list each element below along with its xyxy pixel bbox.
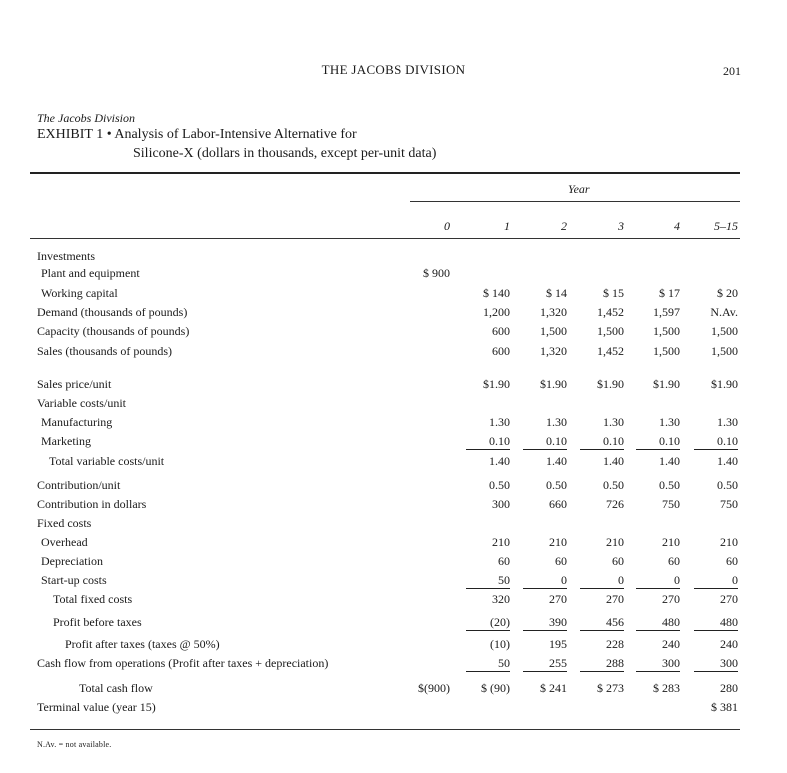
table-cell: (10) xyxy=(490,637,510,651)
row-label: Working capital xyxy=(41,286,118,300)
table-cell: 240 xyxy=(720,637,738,651)
table-cell: 240 xyxy=(662,637,680,651)
table-cell: 0.50 xyxy=(489,478,510,492)
exhibit-title-line-1: EXHIBIT 1 • Analysis of Labor-Intensive Alternative for xyxy=(37,127,357,142)
table-cell: 300 xyxy=(492,497,510,511)
row-label: Plant and equipment xyxy=(41,266,140,280)
table-cell: 726 xyxy=(606,497,624,511)
table-cell: 0 xyxy=(523,573,567,589)
table-cell: $ (90) xyxy=(481,681,510,695)
table-cell: 1,500 xyxy=(653,324,680,338)
row-label: Contribution in dollars xyxy=(37,497,147,511)
table-cell: 60 xyxy=(612,554,624,568)
table-cell: 660 xyxy=(549,497,567,511)
row-label: Investments xyxy=(37,249,95,263)
table-cell: 0.50 xyxy=(717,478,738,492)
row-label: Sales price/unit xyxy=(37,377,112,391)
table-cell: 0.10 xyxy=(636,434,680,450)
table-cell: $ 241 xyxy=(540,681,567,695)
table-cell: 60 xyxy=(668,554,680,568)
table-cell: $1.90 xyxy=(597,377,624,391)
table-cell: $ 15 xyxy=(603,286,624,300)
column-header: 5–15 xyxy=(714,219,738,233)
row-label: Profit before taxes xyxy=(53,615,142,629)
row-label: Marketing xyxy=(41,434,91,448)
row-label: Total variable costs/unit xyxy=(49,454,165,468)
table-cell: N.Av. xyxy=(710,305,738,319)
table-cell: $ 14 xyxy=(546,286,567,300)
table-cell: 300 xyxy=(694,656,738,672)
table-cell: 1.30 xyxy=(659,415,680,429)
table-top-rule xyxy=(30,172,740,174)
table-cell: 210 xyxy=(549,535,567,549)
table-cell: 390 xyxy=(523,615,567,631)
table-cell: 1.30 xyxy=(489,415,510,429)
table-cell: 195 xyxy=(549,637,567,651)
table-cell: 0 xyxy=(580,573,624,589)
column-header: 3 xyxy=(618,219,624,233)
table-cell: 270 xyxy=(606,592,624,606)
row-label: Terminal value (year 15) xyxy=(37,700,156,714)
table-cell: $ 381 xyxy=(711,700,738,714)
table-cell: 1.30 xyxy=(546,415,567,429)
table-cell: 456 xyxy=(580,615,624,631)
table-cell: 270 xyxy=(662,592,680,606)
table-cell: 480 xyxy=(694,615,738,631)
table-cell: $1.90 xyxy=(653,377,680,391)
row-label: Capacity (thousands of pounds) xyxy=(37,324,190,338)
table-cell: 1,500 xyxy=(711,324,738,338)
table-cell: 320 xyxy=(492,592,510,606)
year-span-rule xyxy=(410,201,740,202)
table-cell: 210 xyxy=(606,535,624,549)
row-label: Depreciation xyxy=(41,554,103,568)
table-cell: $(900) xyxy=(418,681,450,695)
table-cell: 50 xyxy=(466,573,510,589)
row-label: Cash flow from operations (Profit after taxes + depreciation) xyxy=(37,656,329,670)
row-label: Variable costs/unit xyxy=(37,396,126,410)
row-label: Contribution/unit xyxy=(37,478,121,492)
division-caption: The Jacobs Division xyxy=(37,111,135,125)
row-label: Fixed costs xyxy=(37,516,92,530)
table-cell: 0 xyxy=(694,573,738,589)
table-cell: 0.50 xyxy=(659,478,680,492)
table-cell: 280 xyxy=(720,681,738,695)
table-cell: 0.50 xyxy=(546,478,567,492)
table-cell: 750 xyxy=(662,497,680,511)
table-cell: 1,320 xyxy=(540,305,567,319)
table-cell: 1,500 xyxy=(711,344,738,358)
table-cell: 0.10 xyxy=(694,434,738,450)
exhibit-title-line-2: Silicone-X (dollars in thousands, except per-unit data) xyxy=(133,146,437,161)
table-cell: 270 xyxy=(720,592,738,606)
column-header: 4 xyxy=(674,219,680,233)
page-number: 201 xyxy=(723,64,741,78)
row-label: Demand (thousands of pounds) xyxy=(37,305,188,319)
table-cell: 210 xyxy=(662,535,680,549)
header-bottom-rule xyxy=(30,238,740,239)
table-cell: $ 140 xyxy=(483,286,510,300)
table-cell: 1.40 xyxy=(546,454,567,468)
table-cell: 1.30 xyxy=(603,415,624,429)
column-header: 2 xyxy=(561,219,567,233)
table-cell: 228 xyxy=(606,637,624,651)
table-cell: (20) xyxy=(466,615,510,631)
table-cell: 50 xyxy=(466,656,510,672)
table-cell: 0.10 xyxy=(580,434,624,450)
table-cell: 60 xyxy=(726,554,738,568)
table-cell: 480 xyxy=(636,615,680,631)
column-header: 0 xyxy=(444,219,450,233)
table-cell: 1,500 xyxy=(597,324,624,338)
table-cell: $ 283 xyxy=(653,681,680,695)
table-cell: 210 xyxy=(492,535,510,549)
row-label: Sales (thousands of pounds) xyxy=(37,344,172,358)
table-cell: 1,452 xyxy=(597,305,624,319)
table-cell: 0.10 xyxy=(523,434,567,450)
table-cell: 255 xyxy=(523,656,567,672)
row-label: Profit after taxes (taxes @ 50%) xyxy=(65,637,220,651)
year-column-group-label: Year xyxy=(568,182,590,196)
table-cell: 1,320 xyxy=(540,344,567,358)
table-cell: 1.40 xyxy=(603,454,624,468)
table-cell: $1.90 xyxy=(540,377,567,391)
table-cell: 60 xyxy=(498,554,510,568)
table-cell: 1.40 xyxy=(659,454,680,468)
table-cell: 1,200 xyxy=(483,305,510,319)
table-cell: 600 xyxy=(492,344,510,358)
table-cell: $ 900 xyxy=(423,266,450,280)
column-header: 1 xyxy=(504,219,510,233)
table-cell: 1.30 xyxy=(717,415,738,429)
table-cell: 0.10 xyxy=(466,434,510,450)
table-cell: $1.90 xyxy=(711,377,738,391)
table-cell: 600 xyxy=(492,324,510,338)
footnote: N.Av. = not available. xyxy=(37,740,112,749)
table-bottom-rule xyxy=(30,729,740,730)
table-cell: 1,500 xyxy=(540,324,567,338)
table-cell: 210 xyxy=(720,535,738,549)
table-cell: 288 xyxy=(580,656,624,672)
table-cell: 0.50 xyxy=(603,478,624,492)
table-cell: 1.40 xyxy=(489,454,510,468)
table-cell: 270 xyxy=(549,592,567,606)
row-label: Total fixed costs xyxy=(53,592,133,606)
table-cell: $1.90 xyxy=(483,377,510,391)
table-cell: 60 xyxy=(555,554,567,568)
row-label: Start-up costs xyxy=(41,573,107,587)
table-cell: 0 xyxy=(636,573,680,589)
table-cell: 300 xyxy=(636,656,680,672)
row-label: Manufacturing xyxy=(41,415,113,429)
table-cell: 1,500 xyxy=(653,344,680,358)
table-cell: $ 20 xyxy=(717,286,738,300)
table-cell: 1.40 xyxy=(717,454,738,468)
table-cell: $ 273 xyxy=(597,681,624,695)
table-cell: 1,597 xyxy=(653,305,680,319)
running-header-title: THE JACOBS DIVISION xyxy=(321,62,466,77)
table-cell: $ 17 xyxy=(659,286,680,300)
row-label: Total cash flow xyxy=(79,681,153,695)
table-cell: 1,452 xyxy=(597,344,624,358)
row-label: Overhead xyxy=(41,535,88,549)
table-cell: 750 xyxy=(720,497,738,511)
